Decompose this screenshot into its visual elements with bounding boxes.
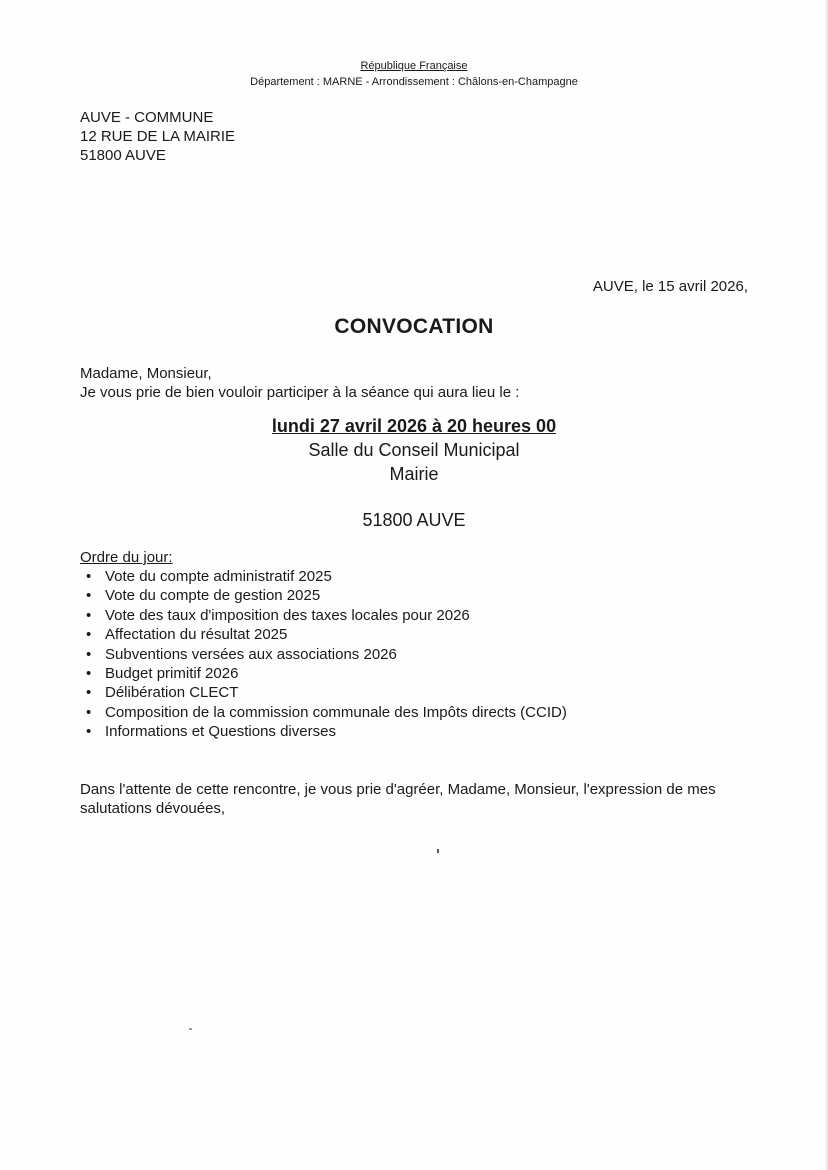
republic-heading: République Française <box>360 60 468 72</box>
meeting-building: Mairie <box>389 464 439 484</box>
meeting-room: Salle du Conseil Municipal <box>308 440 520 460</box>
scan-speck <box>189 1028 192 1030</box>
bullet-icon: • <box>86 723 92 741</box>
date-line: AUVE, le 15 avril 2026, <box>592 278 748 295</box>
sender-line-1: AUVE - COMMUNE <box>80 109 214 126</box>
bullet-icon: • <box>86 626 92 644</box>
scan-speck <box>437 849 439 853</box>
agenda-item: • Vote du compte de gestion 2025 <box>86 587 321 605</box>
bullet-icon: • <box>86 703 92 721</box>
bullet-icon: • <box>86 568 92 585</box>
letter-header <box>0 58 828 90</box>
meeting-details <box>0 414 828 532</box>
agenda-item: • Subventions versées aux associations 2026 <box>86 645 397 663</box>
invitation-text: Je vous prie de bien vouloir participer à la séance qui aura lieu le : <box>80 384 520 401</box>
agenda-item: • Affectation du résultat 2025 <box>86 626 288 644</box>
greeting: Madame, Monsieur, <box>80 365 212 382</box>
department-line: Département : MARNE - Arrondissement : Châlons-en-Champagne <box>250 76 578 88</box>
salutation <box>80 364 519 402</box>
agenda-item: • Budget primitif 2026 <box>86 665 239 683</box>
document-title: CONVOCATION <box>334 315 494 338</box>
agenda-item: • Vote du compte administratif 2025 <box>86 568 332 585</box>
agenda-item: • Informations et Questions diverses <box>86 723 336 741</box>
agenda-item: • Composition de la commission communale des Impôts directs (CCID) <box>86 703 567 721</box>
agenda-item: • Délibération CLECT <box>86 684 239 702</box>
sender-line-2: 12 RUE DE LA MAIRIE <box>80 128 236 145</box>
sender-address <box>80 108 235 165</box>
bullet-icon: • <box>86 665 92 683</box>
agenda-list <box>80 567 567 742</box>
bullet-icon: • <box>86 684 92 702</box>
agenda-item: • Vote des taux d'imposition des taxes locales pour 2026 <box>86 606 470 624</box>
agenda <box>80 548 567 742</box>
sender-line-3: 51800 AUVE <box>80 147 166 164</box>
agenda-title: Ordre du jour: <box>80 549 173 566</box>
meeting-date-time: lundi 27 avril 2026 à 20 heures 00 <box>271 416 557 436</box>
bullet-icon: • <box>86 645 92 663</box>
bullet-icon: • <box>86 587 92 605</box>
meeting-city: 51800 AUVE <box>362 510 466 530</box>
bullet-icon: • <box>86 606 92 624</box>
closing-paragraph: Dans l'attente de cette rencontre, je vous prie d'agréer, Madame, Monsieur, l'expression de mes salutations dévouées, <box>80 781 716 817</box>
